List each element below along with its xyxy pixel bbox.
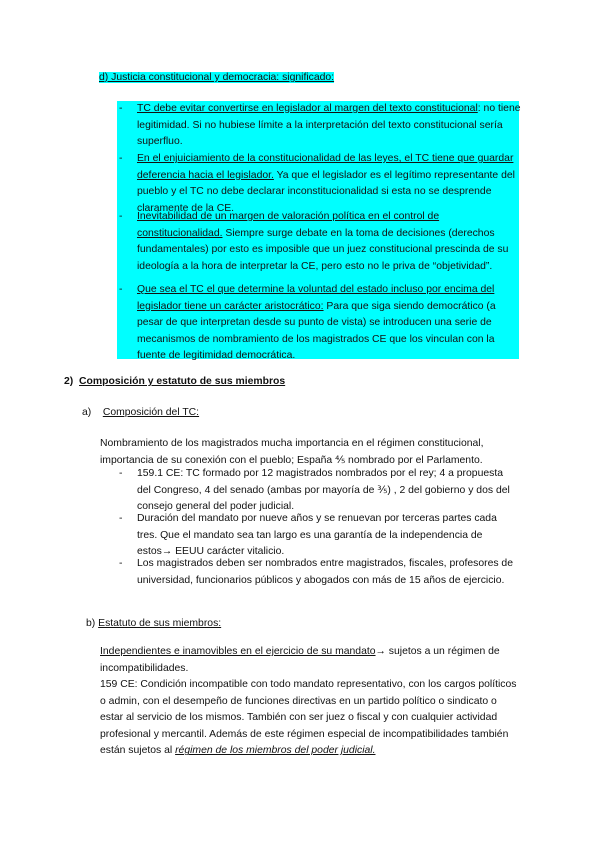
sub-b-heading: b) Estatuto de sus miembros: bbox=[86, 618, 222, 629]
bullet-marker: - bbox=[119, 513, 123, 524]
sub-b-lead: Independientes e inamovibles en el ejercicio de su mandato→ sujetos a un régimen de incompatibilidades. bbox=[100, 646, 500, 674]
sub-a-intro: Nombramiento de los magistrados mucha importancia en el régimen constitucional, importancia de su conexión con el pueblo; España ⅘ nombrado por el Parlamento. bbox=[100, 438, 484, 466]
bullet-marker: - bbox=[119, 284, 123, 295]
section-d-heading-text: d) Justicia constitucional y democracia: significado: bbox=[99, 72, 335, 83]
sub-a-bullet-3: Los magistrados deben ser nombrados entre magistrados, fiscales, profesores de universidad, funcionarios públicos y abogados con más de 15 años de ejercicio. bbox=[137, 558, 513, 586]
poder-judicial-reference: régimen de los miembros del poder judicial. bbox=[175, 745, 376, 757]
section-2-heading: 2) Composición y estatuto de sus miembros bbox=[64, 376, 286, 387]
bullet-marker: - bbox=[119, 468, 123, 479]
section-d-item-3: Inevitabilidad de un margen de valoración política en el control de constitucionalidad. Siempre surge debate en la toma de decisiones (derechos fundamentales) por esto es imposible que un juez constitucional prescinda de su ideología a la hora de interpretar la CE, pero esto no le priva de “objetividad”. bbox=[137, 211, 509, 272]
section-d-item-4: Que sea el TC el que determine la voluntad del estado incluso por encima del legislador tiene un carácter aristocrático: Para que siga siendo democrático (a pesar de que interpretan desde su punto de vista) se introducen una serie de mecanismos de nombramiento de los magistrados CE que los vinculan con la fuente de legitimidad democrática. bbox=[137, 284, 496, 362]
bullet-marker: - bbox=[119, 153, 123, 164]
bullet-marker: - bbox=[119, 103, 123, 114]
sub-b-body: 159 CE: Condición incompatible con todo mandato representativo, con los cargos políticos o admin, con el desempeño de funciones directivas en un partido político o sindicato o estar al servicio de los mismos. También con ser juez o fiscal y con cualquier actividad profesional y mercantil. Además de este régimen especial de incompatibilidades también están sujetos al régimen de los miembros del poder judicial. bbox=[100, 679, 517, 757]
sub-a-bullet-1: 159.1 CE: TC formado por 12 magistrados nombrados por el rey; 4 a propuesta del Congreso, 4 del senado (ambas por mayoría de ⅗) , 2 del gobierno y dos del consejo general del poder judicial. bbox=[137, 468, 510, 513]
bullet-marker: - bbox=[119, 558, 123, 569]
section-d-item-2: En el enjuiciamiento de la constitucionalidad de las leyes, el TC tiene que guardar deferencia hacia el legislador. Ya que el legislador es el legítimo representante del pueblo y el TC no debe declarar inconstitucionalidad si esta no se desprende claramente de la CE. bbox=[137, 153, 515, 214]
bullet-marker: - bbox=[119, 211, 123, 222]
section-d-heading bbox=[99, 70, 334, 87]
sub-a-bullet-2: Duración del mandato por nueve años y se renuevan por terceras partes cada tres. Que el mandato sea tan largo es una garantía de la independencia de estos→ EEUU carácter vitalicio. bbox=[137, 513, 497, 558]
sub-a-heading: a) Composición del TC: bbox=[82, 407, 200, 418]
section-d-item-1: TC debe evitar convertirse en legislador al margen del texto constitucional: no tiene legitimidad. Si no hubiese límite a la interpretación del texto constitucional sería superfluo. bbox=[137, 103, 521, 148]
